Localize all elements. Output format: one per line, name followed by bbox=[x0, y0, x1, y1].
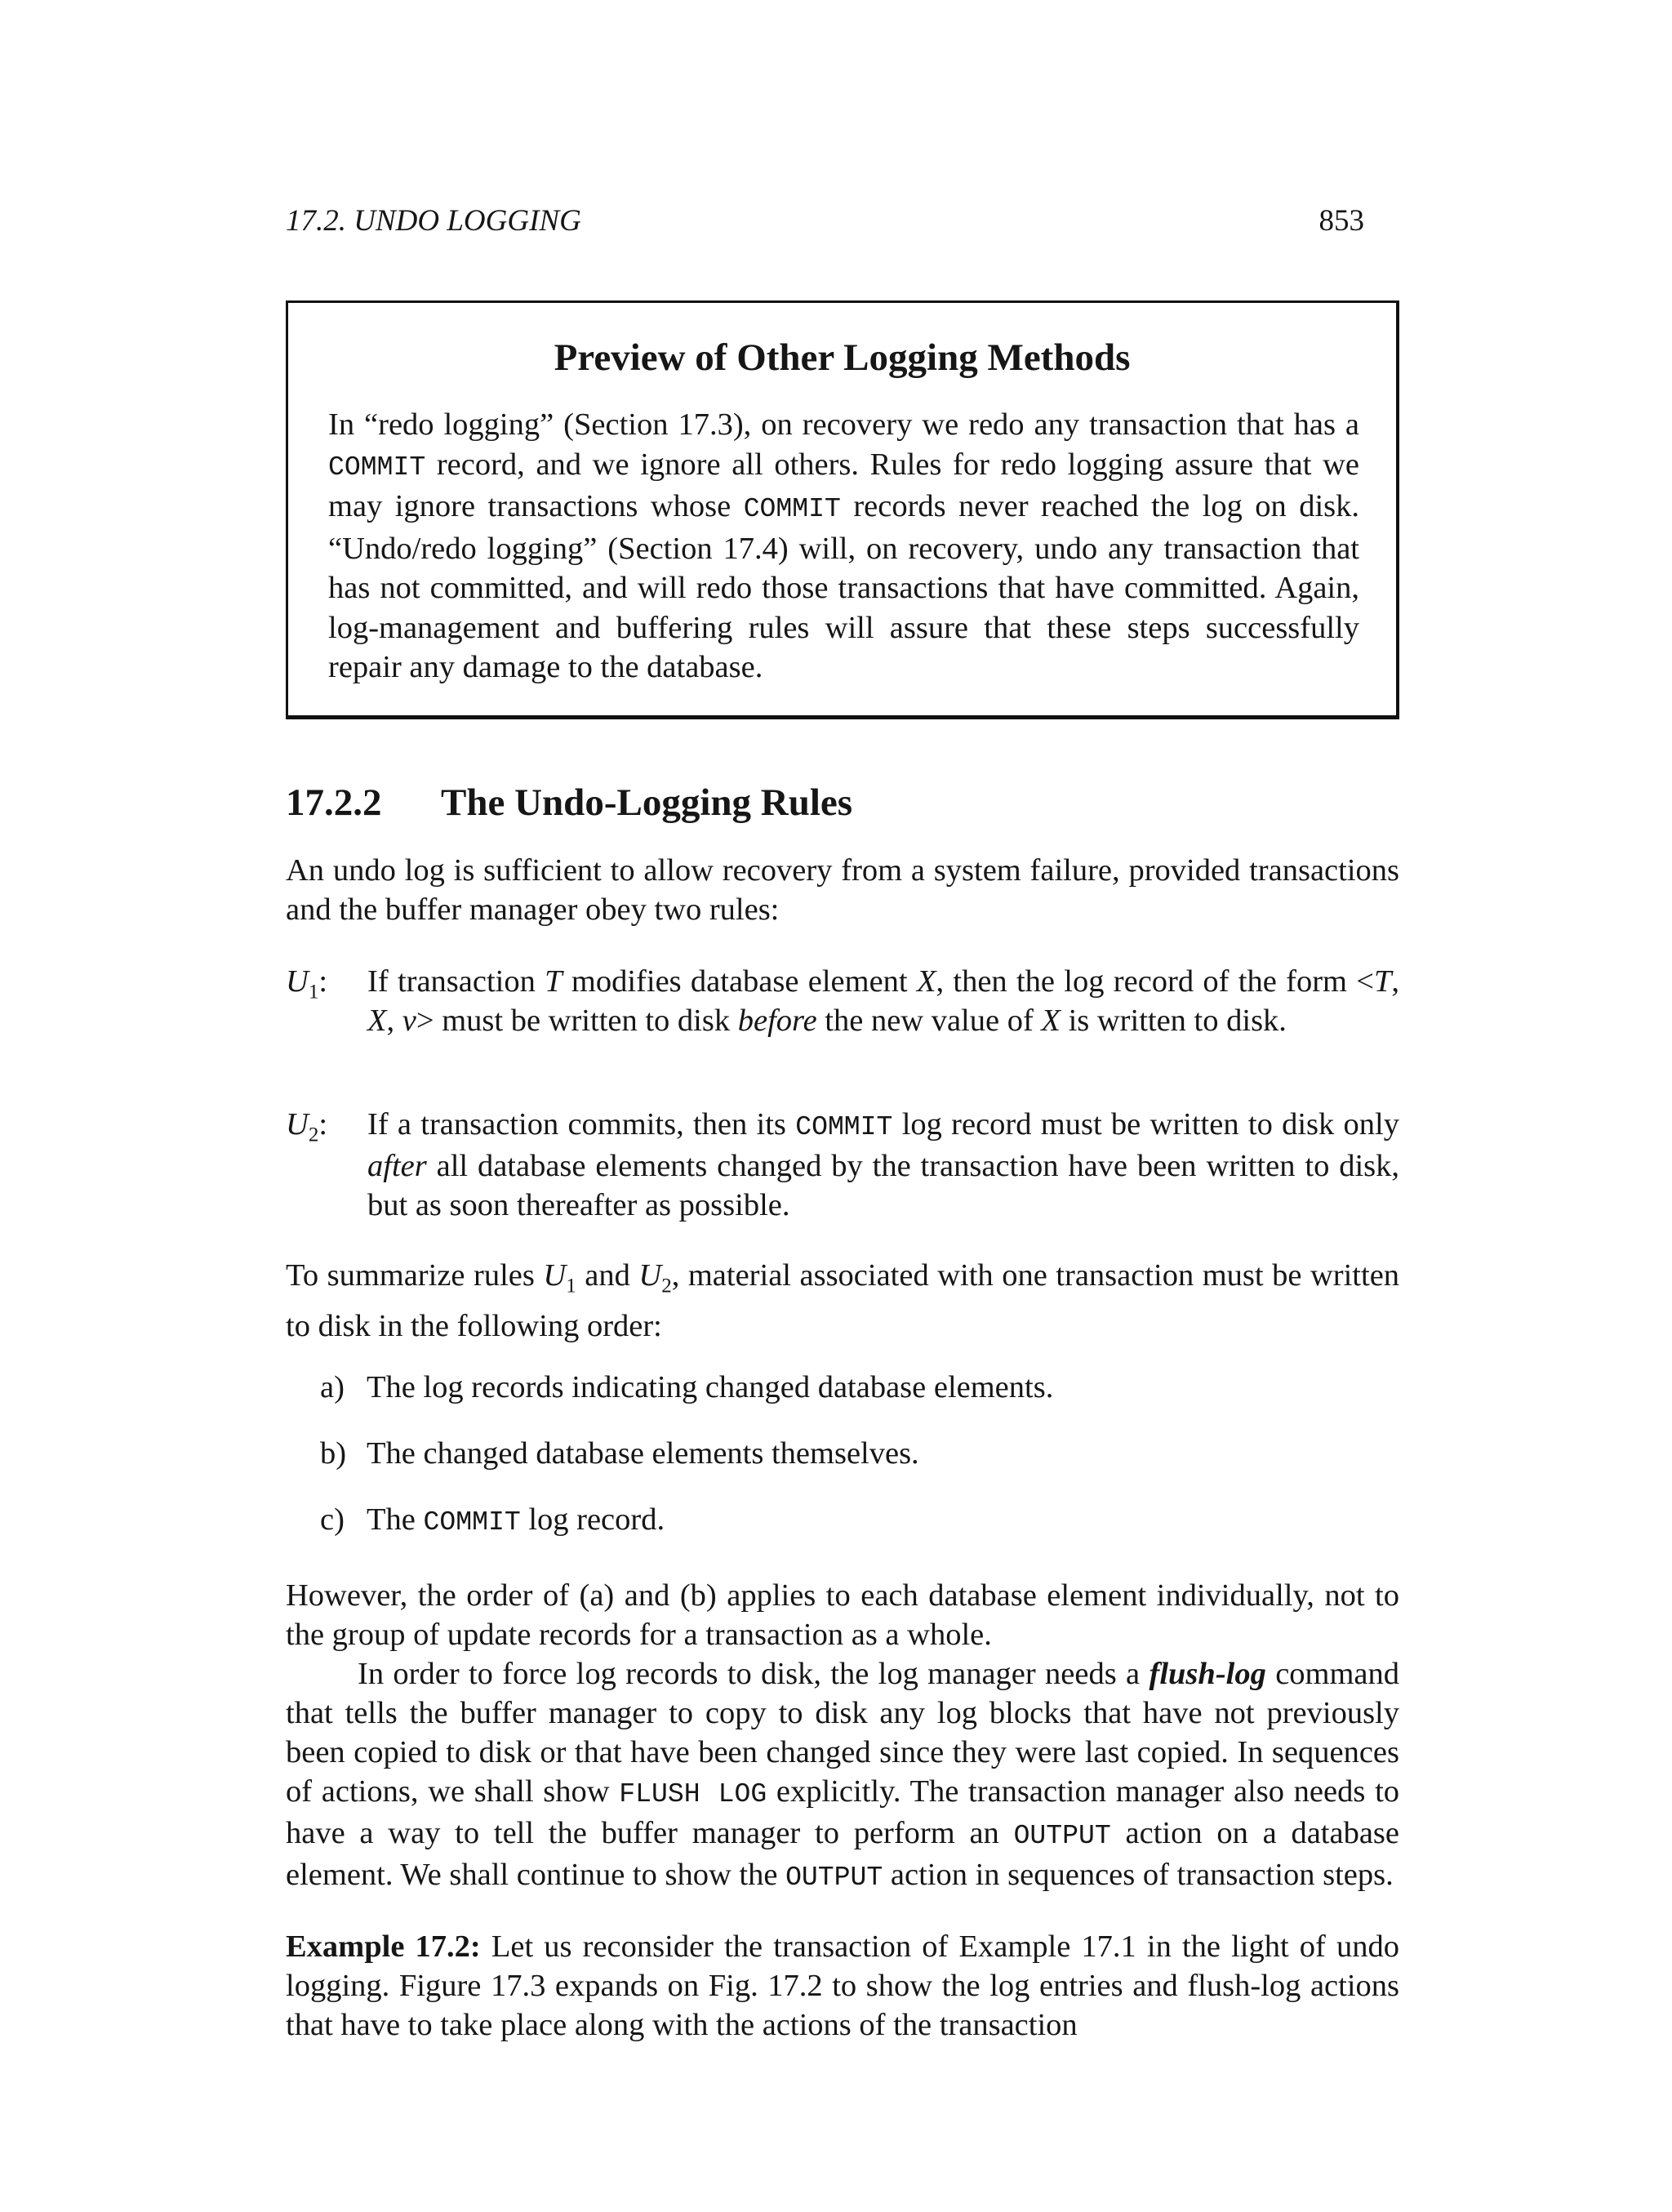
rule-label: $U_2$: bbox=[286, 1107, 328, 1146]
list-item: b) The changed database elements themselves. bbox=[320, 1436, 919, 1471]
commit-keyword: COMMIT bbox=[423, 1507, 521, 1538]
page-number: 853 bbox=[1318, 204, 1364, 238]
flush-log-paragraph: In order to force log records to disk, the log manager needs a flush-log command that tells the buffer manager to copy to disk any log blocks that have not previously been copied to disk or that have been changed since they were last copied. In sequences of actions, we shall show FLUSH LOG explicitly. The transaction manager also needs to have a way to tell the buffer manager to perform an OUTPUT action on a database element. We shall continue to show the OUTPUT action in sequences of transaction steps. bbox=[286, 1657, 1400, 1893]
rule-text: If transaction T modifies database element X, then the log record of the form <T, X, v> must be written to disk before the new value of X is written to disk. bbox=[367, 964, 1400, 1038]
output-keyword: OUTPUT bbox=[1013, 1820, 1111, 1851]
commit-keyword: COMMIT bbox=[743, 493, 841, 524]
commit-keyword: COMMIT bbox=[328, 451, 426, 483]
rule-text: If a transaction commits, then its COMMIT log record must be written to disk only after all database elements changed by the transaction have been written to disk, but as soon thereafter as possible. bbox=[367, 1107, 1400, 1222]
intro-paragraph: An undo log is sufficient to allow recovery from a system failure, provided transactions and the buffer manager obey two rules: bbox=[286, 853, 1399, 927]
preview-box bbox=[286, 300, 1399, 719]
summary-paragraph: To summarize rules $U_1$ and $U_2$, material associated with one transaction must be written to disk in the following order: bbox=[286, 1258, 1400, 1343]
box-text-1: In “redo logging” (Section 17.3), on recovery we redo any transaction that has a bbox=[328, 407, 1359, 442]
box-text-3: records never reached the log on disk. “Undo/redo logging” (Section 17.4) will, on recovery, undo any transaction that has not committed, and will redo those transactions that have committed. Again, log-management and buffering rules will assure that these steps successfully repair any damage to the database. bbox=[328, 489, 1360, 684]
list-item: a) The log records indicating changed database elements. bbox=[320, 1370, 1054, 1404]
rule-u2 bbox=[286, 1105, 1399, 1225]
box-body bbox=[328, 405, 1359, 688]
rule-u1 bbox=[286, 962, 1399, 1040]
section-heading bbox=[286, 781, 852, 825]
section-title: The Undo-Logging Rules bbox=[441, 781, 853, 824]
however-paragraph: However, the order of (a) and (b) applies to each database element individually, not to the group of update records for a transaction as a whole. bbox=[286, 1578, 1399, 1652]
flush-log-term: flush-log bbox=[1149, 1657, 1266, 1691]
example-label: Example 17.2: bbox=[286, 1929, 481, 1964]
flush-log-keyword: FLUSH LOG bbox=[619, 1778, 767, 1809]
rule-label: $U_1$: bbox=[286, 964, 328, 1004]
output-keyword: OUTPUT bbox=[785, 1862, 883, 1893]
running-header-section: 17.2. UNDO LOGGING bbox=[286, 204, 581, 238]
box-title: Preview of Other Logging Methods bbox=[554, 336, 1131, 379]
example-paragraph: Example 17.2: Let us reconsider the transaction of Example 17.1 in the light of undo logging. Figure 17.3 expands on Fig. 17.2 to show the log entries and flush-log actions that have to take place along with the actions of the transaction bbox=[286, 1929, 1399, 2042]
box-text-2: record, and we ignore all others. Rules for redo logging assure that we may ignore transactions whose bbox=[328, 447, 1359, 523]
commit-keyword: COMMIT bbox=[795, 1111, 893, 1142]
section-number: 17.2.2 bbox=[286, 781, 382, 824]
list-item: c) The COMMIT log record. bbox=[320, 1502, 665, 1538]
